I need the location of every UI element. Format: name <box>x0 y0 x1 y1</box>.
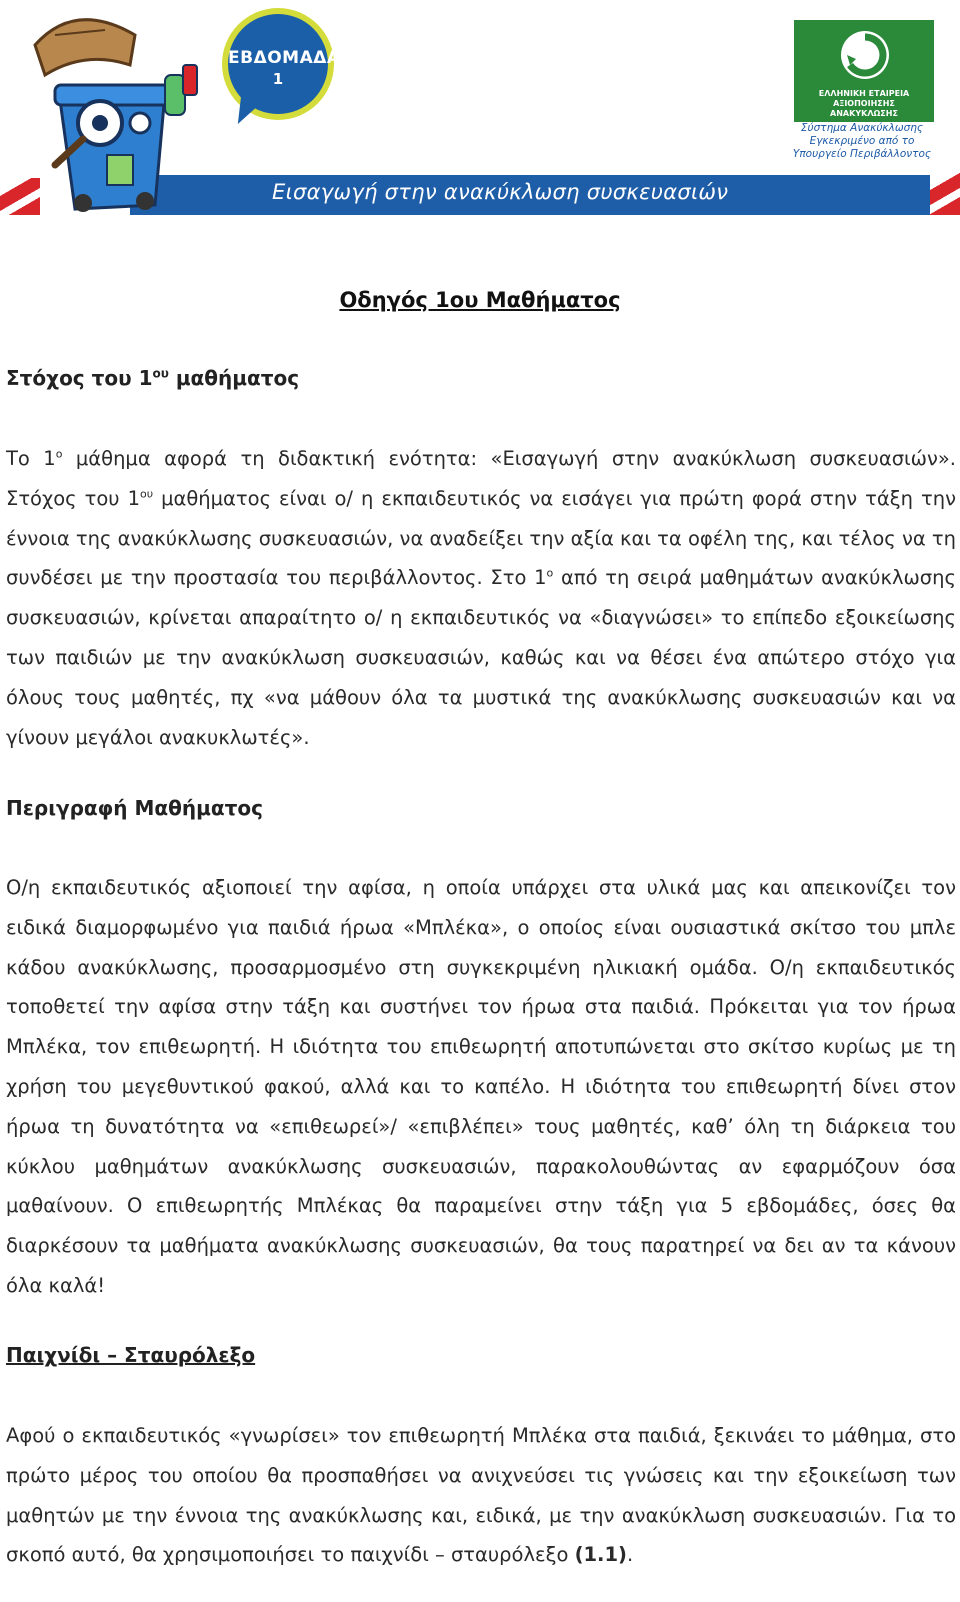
logo-caption-line-1: Σύστημα Ανακύκλωσης <box>800 122 924 134</box>
logo-caption <box>790 122 934 161</box>
logo-caption-line-2: Εγκεκριμένο από το <box>809 135 915 147</box>
p1-sup-1: ο <box>55 447 63 461</box>
p1-part-c: μαθήματος είναι ο/ η εκπαιδευτικός να εισάγει για πρώτη φορά στην τάξη την έννοια της ανακύκλωσης συσκευασιών, να αναδείξει την αξία και τα οφέλη της, και τέλος να τη συνδέσει με την προστασία του περιβάλλοντος. Στο 1 <box>6 486 956 590</box>
week-number: 1 <box>272 70 284 88</box>
p1-sup-2: ου <box>139 487 154 501</box>
p3-reference: (1.1) <box>574 1543 627 1567</box>
week-label: ΕΒΔΟΜΑΔΑ <box>228 48 341 68</box>
paragraph-crossword <box>6 1416 956 1575</box>
p1-part-a: Το 1 <box>6 447 56 470</box>
heading-goal-text-b: μαθήματος <box>168 366 300 390</box>
p3-text: Αφού ο εκπαιδευτικός «γνωρίσει» τον επιθεωρητή Μπλέκα στα παιδιά, ξεκινάει το μάθημα, στο πρώτο μέρος του οποίου θα προσπαθήσει να ανιχνεύσει τις γνώσεις και την εξοικείωση των μαθητών με την έννοια της ανακύκλωσης και, ειδικά, με την ανακύκλωση συσκευασιών. Για το σκοπό αυτό, θα χρησιμοποιήσει το παιχνίδι – σταυρόλεξο <box>6 1424 956 1567</box>
p1-sup-3: ο <box>546 566 554 580</box>
paragraph-description: Ο/η εκπαιδευτικός αξιοποιεί την αφίσα, η οποία υπάρχει στα υλικά μας και απεικονίζει τον ειδικά διαμορφωμένο για παιδιά ήρωα «Μπλέκα», ο οποίος είναι ουσιαστικά σκίτσο του μπλε κάδου ανακύκλωσης, προσαρμοσμένο στη συγκεκριμένη ηλικιακή ομάδα. Ο/η εκπαιδευτικός τοποθετεί την αφίσα στην τάξη και συστήνει τον ήρωα στα παιδιά. Πρόκειται για τον ήρωα Μπλέκα, τον επιθεωρητή. Η ιδιότητα του επιθεωρητή αποτυπώνεται στο σκίτσο κυρίως με τη χρήση του μεγεθυντικού φακού, αλλά και το καπέλο. Η ιδιότητα του επιθεωρητή δίνει στον ήρωα τη δυνατότητα να «επιθεωρεί»/ «επιβλέπει» τους μαθητές, καθ’ όλη τη διάρκεια του κύκλου μαθημάτων ανακύκλωσης συσκευασιών, παρακολουθώντας αν εφαρμόζουν όσα μαθαίνουν. Ο επιθεωρητής Μπλέκας θα παραμείνει στην τάξη για 5 εβδομάδες, όσες θα διαρκέσουν τα μαθήματα ανακύκλωσης συσκευασιών, θα τους παρατηρεί να δει αν τα κάνουν όλα καλά! <box>6 876 956 1297</box>
heading-goal-text-a: Στόχος του 1 <box>6 366 153 390</box>
mascot-bin-inspector-icon <box>15 5 215 213</box>
heading-goal-sup: ου <box>152 366 169 381</box>
p1-part-d: από τη σειρά μαθημάτων ανακύκλωσης συσκευασιών, κρίνεται απαραίτητο ο/ η εκπαιδευτικός να «διαγνώσει» το επίπεδο εξοικείωσης των παιδιών με την ανακύκλωση συσκευασιών, καθώς και να θέσει ένα απώτερο στόχο για όλους τους μαθητές, πχ «να μάθουν όλα τα μυστικά της ανακύκλωσης συσκευασιών και να γίνουν μεγάλοι ανακυκλωτές». <box>6 566 956 749</box>
logo-org-name: ΕΛΛΗΝΙΚΗ ΕΤΑΙΡΕΙΑ ΑΞΙΟΠΟΙΗΣΗΣ ΑΝΑΚΥΚΛΩΣΗΣ <box>818 89 910 118</box>
recycling-logo <box>794 20 934 122</box>
header-banner <box>0 0 960 220</box>
p3-end: . <box>626 1543 634 1567</box>
logo-caption-line-3: Υπουργείο Περιβάλλοντος <box>792 148 932 160</box>
p1-part-b: μάθημα αφορά τη διδακτική ενότητα: «Εισαγωγή στην ανακύκλωση συσκευασιών». Στόχος του 1 <box>6 447 956 510</box>
red-stripe-decoration-right <box>930 172 960 215</box>
paragraph-goal <box>6 439 956 757</box>
section-heading-crossword: Παιχνίδι – Σταυρόλεξο <box>6 1343 256 1367</box>
banner-title: Εισαγωγή στην ανακύκλωση συσκευασιών <box>272 180 729 204</box>
section-heading-description: Περιγραφή Μαθήματος <box>6 796 263 820</box>
document-title: Οδηγός 1ου Μαθήματος <box>339 288 621 312</box>
recycle-icon <box>841 31 889 79</box>
section-heading-goal <box>6 366 299 390</box>
